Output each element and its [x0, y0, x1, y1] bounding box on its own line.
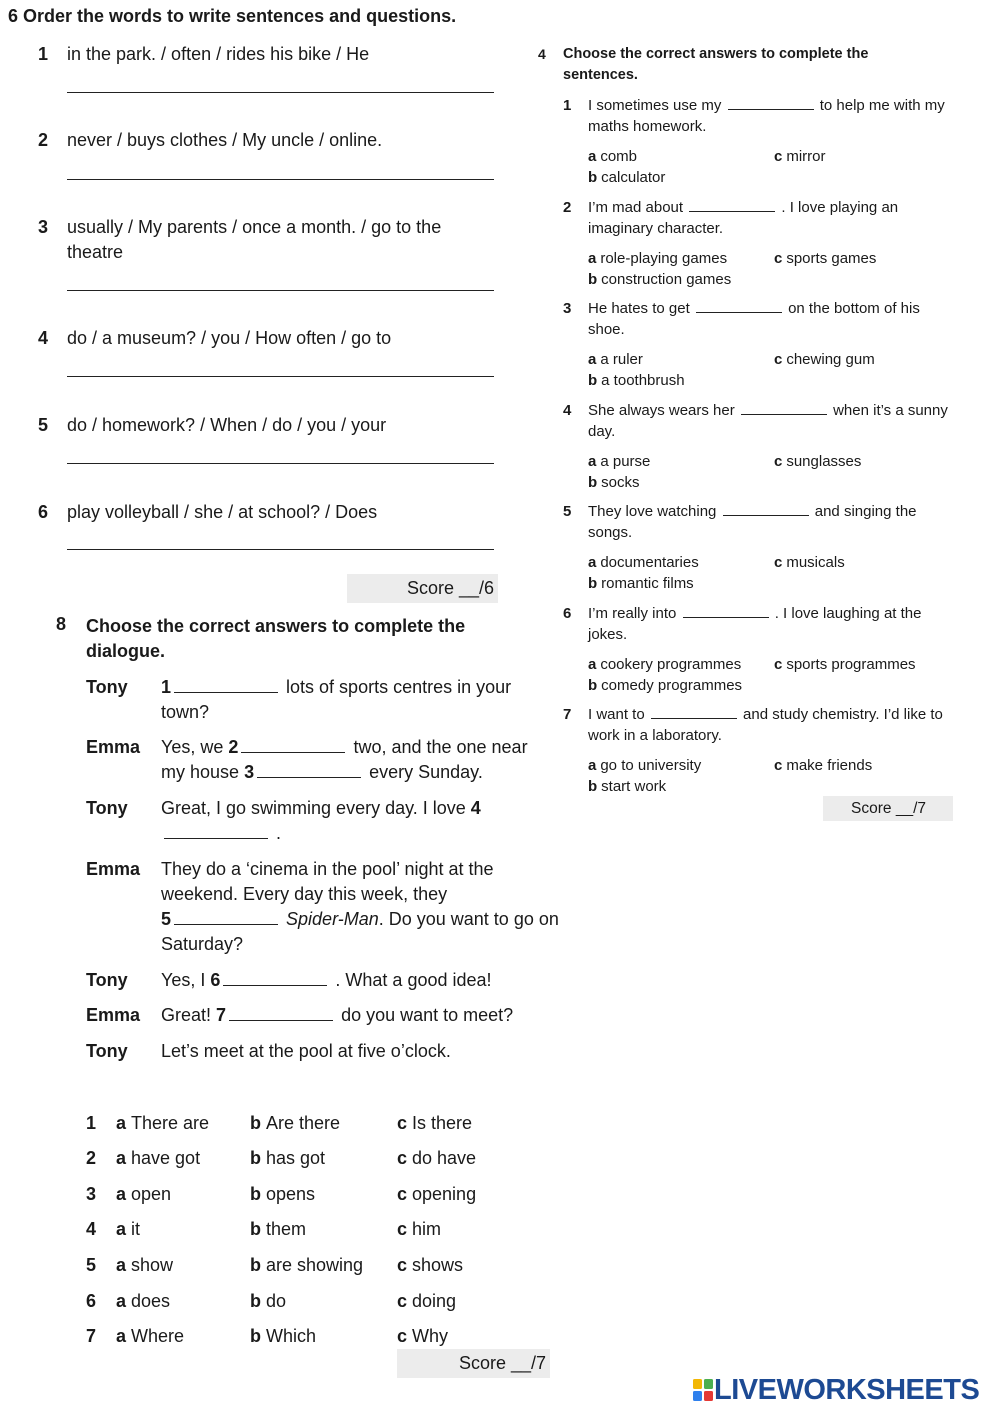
options-number: 4 [86, 1219, 97, 1239]
item-number: 4 [38, 328, 49, 348]
ex4-options-4 [588, 451, 958, 493]
answer-line-6[interactable] [67, 549, 494, 550]
dialogue-line-4 [86, 857, 561, 957]
ex6-item-2 [38, 128, 508, 153]
option-c[interactable]: c Is there [397, 1113, 473, 1133]
item-number: 5 [38, 415, 49, 435]
ex6-item-4 [38, 326, 508, 351]
ex6-item-1 [38, 42, 508, 67]
option-c[interactable]: c make friends [774, 757, 873, 774]
options-number: 1 [86, 1113, 97, 1133]
option-a[interactable]: a it [116, 1219, 141, 1239]
exercise-4-title: Choose the correct answers to complete the sentences. [563, 46, 869, 83]
question-text: He hates to get [588, 300, 690, 317]
ex4-options-1 [588, 146, 958, 188]
gap-number: 7 [216, 1005, 227, 1025]
logo-icon [692, 1378, 714, 1402]
gap-q4[interactable] [741, 401, 827, 415]
ex4-options-5 [588, 552, 958, 594]
exercise-6-title: 6 Order the words to write sentences and questions. [8, 6, 457, 26]
speaker-name: Tony [86, 970, 128, 990]
dialogue-text: Yes, I [161, 970, 206, 990]
answer-options-3 [86, 1181, 556, 1207]
question-number: 5 [563, 503, 572, 520]
gap-2[interactable] [241, 735, 345, 753]
options-number: 2 [86, 1148, 97, 1168]
dialogue-line-2 [86, 735, 531, 785]
dialogue-text: every Sunday. [369, 762, 483, 782]
option-a[interactable]: a go to university [588, 757, 702, 774]
speaker-name: Tony [86, 798, 128, 818]
option-b[interactable]: b Are there [250, 1113, 341, 1133]
speaker-name: Tony [86, 1041, 128, 1061]
liveworksheets-logo [692, 1374, 992, 1406]
option-b[interactable]: b do [250, 1291, 287, 1311]
gap-3[interactable] [257, 760, 361, 778]
item-number: 6 [38, 502, 49, 522]
option-c[interactable]: c mirror [774, 148, 826, 165]
option-c[interactable]: c do have [397, 1148, 477, 1168]
exercise-4-number: 4 [538, 46, 546, 62]
question-text: to help me with my maths homework. [588, 97, 945, 135]
question-text: I’m mad about [588, 199, 684, 216]
ex6-item-3 [38, 215, 488, 265]
option-a[interactable]: a cookery programmes [588, 656, 742, 673]
exercise-8-title: Choose the correct answers to complete the dialogue. [86, 616, 466, 661]
gap-6[interactable] [223, 968, 327, 986]
option-c[interactable]: c sports games [774, 250, 877, 267]
dialogue-text: Great, I go swimming every day. I love [161, 798, 466, 818]
options-number: 3 [86, 1184, 97, 1204]
option-b[interactable]: b construction games [588, 271, 732, 288]
option-b[interactable]: b comedy programmes [588, 677, 743, 694]
item-prompt: never / buys clothes / My uncle / online. [67, 130, 383, 150]
option-a[interactable]: a have got [116, 1148, 201, 1168]
option-c[interactable]: c sports programmes [774, 656, 916, 673]
item-prompt: do / homework? / When / do / you / your [67, 415, 387, 435]
gap-q5[interactable] [723, 502, 809, 516]
option-b[interactable]: b calculator [588, 169, 666, 186]
answer-options-6 [86, 1288, 556, 1314]
option-a[interactable]: a comb [588, 148, 638, 165]
gap-7[interactable] [229, 1003, 333, 1021]
question-text: I sometimes use my [588, 97, 722, 114]
dialogue-line-5 [86, 968, 546, 993]
dialogue-text: . Do you want to go on Saturday? [161, 909, 559, 954]
gap-5[interactable] [174, 907, 278, 925]
option-b[interactable]: b them [250, 1219, 307, 1239]
ex4-question-6 [563, 603, 953, 645]
option-a[interactable]: a does [116, 1291, 171, 1311]
exercise-8-number: 8 [56, 614, 67, 634]
question-text: They love watching [588, 503, 717, 520]
question-number: 1 [563, 97, 572, 114]
gap-q1[interactable] [728, 96, 814, 110]
gap-number: 1 [161, 677, 172, 697]
option-a[interactable]: a open [116, 1184, 172, 1204]
ex4-question-3 [563, 298, 953, 340]
item-prompt: usually / My parents / once a month. / go to the theatre [67, 217, 442, 262]
ex4-question-4 [563, 400, 953, 442]
ex6-item-6 [38, 500, 508, 525]
dialogue-line-1 [86, 675, 546, 725]
option-a[interactable]: a Where [116, 1326, 185, 1346]
item-prompt: play volleyball / she / at school? / Does [67, 502, 378, 522]
option-b[interactable]: b are showing [250, 1255, 364, 1275]
dialogue-text: . [276, 823, 282, 843]
option-b[interactable]: b Which [250, 1326, 317, 1346]
speaker-name: Emma [86, 859, 141, 879]
option-c[interactable]: c Why [397, 1326, 449, 1346]
speaker-name: Emma [86, 1005, 141, 1025]
options-number: 7 [86, 1326, 97, 1346]
question-number: 6 [563, 605, 572, 622]
speaker-name: Emma [86, 737, 141, 757]
question-text: . I love laughing at the jokes. [588, 605, 922, 643]
ex4-question-2 [563, 197, 953, 239]
ex4-question-1 [563, 95, 953, 137]
ex4-options-6 [588, 654, 958, 696]
question-text: and singing the songs. [588, 503, 917, 541]
ex4-question-5 [563, 501, 953, 543]
option-c[interactable]: c chewing gum [774, 351, 875, 368]
dialogue-text: Yes, we [161, 737, 224, 757]
gap-q3[interactable] [696, 299, 782, 313]
gap-number: 4 [470, 798, 481, 818]
answer-options-2 [86, 1145, 556, 1171]
answer-line-3[interactable] [67, 290, 494, 291]
item-prompt: do / a museum? / you / How often / go to [67, 328, 392, 348]
question-text: on the bottom of his shoe. [588, 300, 920, 338]
option-b[interactable]: b a toothbrush [588, 372, 685, 389]
item-number: 1 [38, 44, 49, 64]
gap-number: 6 [210, 970, 221, 990]
item-prompt: in the park. / often / rides his bike / He [67, 44, 370, 64]
option-a[interactable]: a a purse [588, 453, 651, 470]
item-number: 3 [38, 217, 49, 237]
question-number: 3 [563, 300, 572, 317]
option-a[interactable]: a a ruler [588, 351, 643, 368]
dialogue-line-7 [86, 1039, 546, 1064]
option-b[interactable]: b start work [588, 778, 667, 795]
ex4-options-3 [588, 349, 958, 391]
question-text: I want to [588, 706, 645, 723]
option-c[interactable]: c shows [397, 1255, 464, 1275]
option-b[interactable]: b has got [250, 1148, 326, 1168]
gap-number: 3 [244, 762, 255, 782]
question-text: . I love playing an imaginary character. [588, 199, 899, 237]
answer-line-4[interactable] [67, 376, 494, 377]
question-text: and study chemistry. I’d like to work in a laboratory. [588, 706, 943, 744]
question-number: 2 [563, 199, 572, 216]
question-text: I’m really into [588, 605, 677, 622]
speaker-name: Tony [86, 677, 128, 697]
gap-q7[interactable] [651, 705, 737, 719]
option-c[interactable]: c doing [397, 1291, 457, 1311]
dialogue-text: . What a good idea! [335, 970, 492, 990]
dialogue-line-3 [86, 796, 506, 846]
option-c[interactable]: c musicals [774, 554, 845, 571]
gap-q2[interactable] [689, 198, 775, 212]
dialogue-line-6 [86, 1003, 546, 1028]
exercise-6-score: Score __/6 [347, 574, 498, 603]
answer-line-5[interactable] [67, 463, 494, 464]
option-b[interactable]: b opens [250, 1184, 316, 1204]
option-a[interactable]: a role-playing games [588, 250, 728, 267]
answer-line-2[interactable] [67, 179, 494, 180]
answer-options-4 [86, 1216, 556, 1242]
question-text: She always wears her [588, 402, 735, 419]
question-text: when it’s a sunny day. [588, 402, 948, 440]
gap-4[interactable] [164, 821, 268, 839]
ex6-item-5 [38, 413, 508, 438]
gap-1[interactable] [174, 675, 278, 693]
item-number: 2 [38, 130, 49, 150]
options-number: 5 [86, 1255, 97, 1275]
question-number: 4 [563, 402, 572, 419]
dialogue-text: two, and the one near my house [161, 737, 528, 782]
exercise-4-score: Score __/7 [823, 796, 953, 821]
option-b[interactable]: b socks [588, 474, 640, 491]
option-a[interactable]: a There are [116, 1113, 210, 1133]
film-title: Spider-Man [286, 909, 379, 929]
option-b[interactable]: b romantic films [588, 575, 694, 592]
answer-line-1[interactable] [67, 92, 494, 93]
dialogue-text: lots of sports centres in your town? [161, 677, 512, 722]
option-a[interactable]: a documentaries [588, 554, 699, 571]
question-number: 7 [563, 706, 572, 723]
answer-options-7 [86, 1323, 556, 1349]
gap-number: 2 [228, 737, 239, 757]
answer-options-1 [86, 1110, 556, 1136]
option-a[interactable]: a show [116, 1255, 174, 1275]
gap-number: 5 [161, 909, 172, 929]
option-c[interactable]: c opening [397, 1184, 477, 1204]
ex4-question-7 [563, 704, 953, 746]
ex4-options-7 [588, 755, 958, 797]
dialogue-text: Let’s meet at the pool at five o’clock. [161, 1041, 451, 1061]
logo-text: LIVEWORKSHEETS [714, 1374, 980, 1406]
ex4-options-2 [588, 248, 958, 290]
option-c[interactable]: c him [397, 1219, 442, 1239]
dialogue-text: Great! [161, 1005, 212, 1025]
exercise-8-score: Score __/7 [397, 1349, 550, 1378]
answer-options-5 [86, 1252, 556, 1278]
gap-q6[interactable] [683, 604, 769, 618]
dialogue-text: They do a ‘cinema in the pool’ night at the weekend. Every day this week, they [161, 859, 494, 904]
options-number: 6 [86, 1291, 97, 1311]
option-c[interactable]: c sunglasses [774, 453, 862, 470]
dialogue-text: do you want to meet? [341, 1005, 514, 1025]
